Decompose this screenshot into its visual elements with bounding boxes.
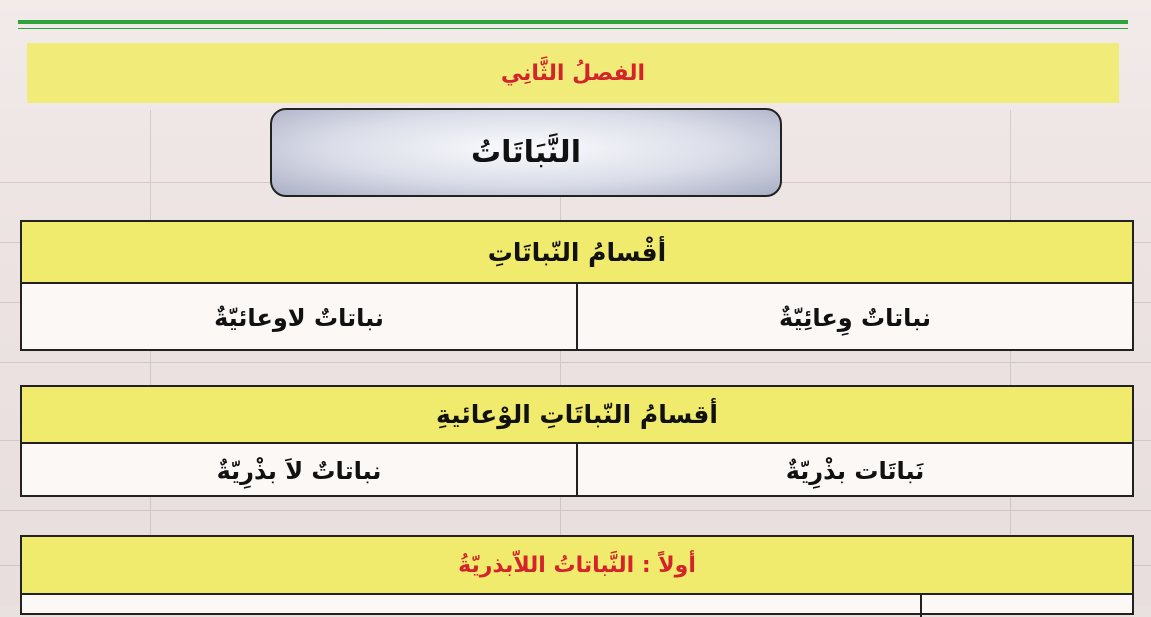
table-header-text: أقسامُ النّباتَاتِ الوْعائيةِ (436, 400, 718, 429)
table-row (22, 444, 1132, 497)
table-row (22, 595, 1132, 617)
cell-vascular-plants: نباتاتٌ وِعائِيّةٌ (779, 303, 932, 332)
table-cell (22, 595, 922, 617)
seedless-plants-section (20, 535, 1134, 615)
chapter-title: الفصلُ الثَّانِي (500, 60, 646, 86)
table-header (22, 222, 1132, 284)
cell-nonvascular-plants: نباتاتٌ لاوعائيّةٌ (22, 284, 578, 351)
chapter-band (27, 43, 1119, 103)
cell-seed-plants: نَباتَات بذْرِيّةٌ (785, 456, 925, 485)
unit-title-box (270, 108, 782, 197)
table-cell (922, 595, 1132, 617)
unit-title: النَّبَاتَاتُ (471, 135, 581, 170)
section-header (22, 537, 1132, 595)
table-header-text: أقْسامُ النّباتَاتِ (487, 237, 667, 267)
table-row (22, 284, 1132, 351)
table-header (22, 387, 1132, 444)
plant-divisions-table (20, 220, 1134, 351)
section-title: أولاً : النَّباتاتُ اللاّبذريّةُ (458, 552, 696, 578)
top-green-rule-thin (18, 28, 1128, 29)
cell-seedless-plants: نباتاتٌ لاَ بذْرِيّةٌ (22, 444, 578, 497)
top-green-rule (18, 20, 1128, 24)
vascular-divisions-table (20, 385, 1134, 497)
